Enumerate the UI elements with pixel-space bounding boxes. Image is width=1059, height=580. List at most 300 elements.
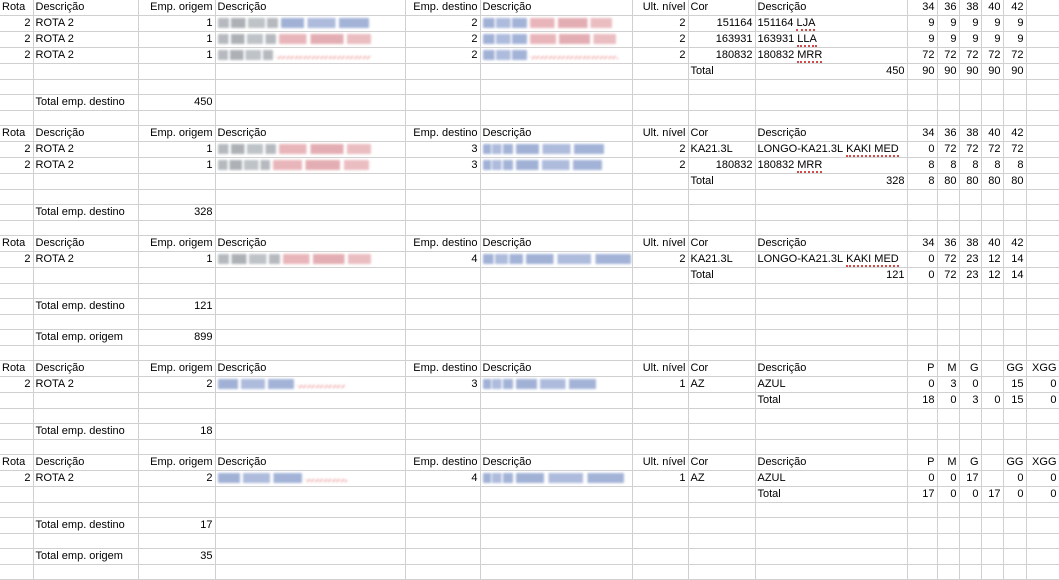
cell-blank bbox=[405, 393, 480, 409]
cell-blank bbox=[688, 487, 755, 503]
cell-blank bbox=[959, 549, 981, 565]
cell-blank bbox=[33, 284, 138, 299]
cell-blank bbox=[138, 64, 215, 80]
cell-blank bbox=[215, 409, 405, 424]
cell-size-1: 0 bbox=[907, 471, 937, 487]
cell-blank bbox=[937, 534, 959, 549]
cell-blank bbox=[0, 95, 33, 111]
total-size-5: 14 bbox=[1003, 268, 1026, 284]
cell-size-6 bbox=[1026, 32, 1059, 48]
cell-blank bbox=[959, 565, 981, 580]
total-emp-origem-value: 899 bbox=[138, 330, 215, 346]
cell-blank bbox=[0, 565, 33, 580]
cell-size-2: 72 bbox=[937, 252, 959, 268]
cell-blank bbox=[688, 330, 755, 346]
cell-cor: AZ bbox=[688, 471, 755, 487]
cell-blank bbox=[1026, 221, 1059, 236]
col-header-descricao-cor: Descrição bbox=[755, 0, 907, 16]
cell-emp-destino-desc bbox=[480, 142, 632, 158]
cell-rota-desc: ROTA 2 bbox=[33, 158, 138, 174]
total-size-5: 0 bbox=[1026, 393, 1059, 409]
cell-blank bbox=[215, 487, 405, 503]
cell-size-2: 8 bbox=[937, 158, 959, 174]
cell-blank bbox=[0, 330, 33, 346]
total-size-1: 0 bbox=[937, 393, 959, 409]
cell-rota-desc: ROTA 2 bbox=[33, 471, 138, 487]
grand-total-row bbox=[0, 330, 1059, 346]
cell-size-6 bbox=[1026, 158, 1059, 174]
col-header-descricao: Descrição bbox=[33, 455, 138, 471]
cell-size-5: 8 bbox=[1003, 158, 1026, 174]
cell-blank bbox=[0, 549, 33, 565]
cell-blank bbox=[632, 424, 688, 440]
total-emp-destino-value: 450 bbox=[138, 95, 215, 111]
cell-blank bbox=[907, 190, 937, 205]
cell-size-4: 9 bbox=[981, 16, 1003, 32]
cell-ult-nivel: 1 bbox=[632, 377, 688, 393]
cell-blank bbox=[755, 315, 907, 330]
spacer-row bbox=[0, 284, 1059, 299]
total-emp-destino-label: Total emp. destino bbox=[33, 299, 138, 315]
cell-blank bbox=[33, 440, 138, 455]
cell-blank bbox=[755, 190, 907, 205]
cell-blank bbox=[959, 95, 981, 111]
cell-blank bbox=[1026, 299, 1059, 315]
cell-blank bbox=[215, 534, 405, 549]
total-size-3: 80 bbox=[959, 174, 981, 190]
cell-size-3: 72 bbox=[959, 48, 981, 64]
col-header-descricao: Descrição bbox=[33, 236, 138, 252]
cell-size-1: 8 bbox=[907, 158, 937, 174]
total-size-1: 0 bbox=[937, 487, 959, 503]
spacer-row bbox=[0, 534, 1059, 549]
total-qty: 121 bbox=[755, 268, 907, 284]
cell-blank bbox=[632, 205, 688, 221]
spacer-row bbox=[0, 565, 1059, 580]
cell-size-2: 9 bbox=[937, 32, 959, 48]
cell-size-3: 9 bbox=[959, 16, 981, 32]
table-row bbox=[0, 16, 1059, 32]
cell-blank bbox=[138, 221, 215, 236]
cell-blank bbox=[907, 299, 937, 315]
cell-blank bbox=[755, 80, 907, 95]
cell-blank bbox=[981, 565, 1003, 580]
col-header-size-3: G bbox=[959, 455, 981, 471]
cell-blank bbox=[981, 409, 1003, 424]
cell-blank bbox=[755, 111, 907, 126]
cell-blank bbox=[632, 440, 688, 455]
cell-blank bbox=[138, 190, 215, 205]
cell-blank bbox=[632, 409, 688, 424]
cell-blank bbox=[688, 503, 755, 518]
cell-blank bbox=[1003, 205, 1026, 221]
cell-blank bbox=[907, 315, 937, 330]
cell-blank bbox=[1003, 299, 1026, 315]
cell-emp-destino: 3 bbox=[405, 377, 480, 393]
total-emp-destino-value: 328 bbox=[138, 205, 215, 221]
cell-blank bbox=[755, 205, 907, 221]
total-size-2: 3 bbox=[959, 393, 981, 409]
cell-blank bbox=[937, 503, 959, 518]
cell-size-5: 72 bbox=[1003, 142, 1026, 158]
cell-blank bbox=[33, 80, 138, 95]
col-header-cor: Cor bbox=[688, 0, 755, 16]
col-header-descricao-origem: Descrição bbox=[215, 0, 405, 16]
cell-blank bbox=[405, 190, 480, 205]
cell-blank bbox=[215, 565, 405, 580]
cell-emp-origem-desc bbox=[215, 158, 405, 174]
col-header-size-5: 42 bbox=[1003, 0, 1026, 16]
cell-blank bbox=[907, 440, 937, 455]
cell-blank bbox=[405, 409, 480, 424]
cell-rota: 2 bbox=[0, 158, 33, 174]
col-header-rota: Rota bbox=[0, 126, 33, 142]
cell-blank bbox=[405, 534, 480, 549]
cell-emp-destino-desc bbox=[480, 48, 632, 64]
cell-blank bbox=[632, 284, 688, 299]
cell-size-5: 14 bbox=[1003, 252, 1026, 268]
cell-size-3: 9 bbox=[959, 32, 981, 48]
cell-size-2: 9 bbox=[937, 16, 959, 32]
cell-blank bbox=[1026, 346, 1059, 361]
total-row bbox=[0, 64, 1059, 80]
grand-total-row bbox=[0, 549, 1059, 565]
cell-blank bbox=[0, 284, 33, 299]
cell-blank bbox=[959, 503, 981, 518]
total-label: Total bbox=[688, 64, 755, 80]
cell-blank bbox=[405, 174, 480, 190]
cell-blank bbox=[405, 330, 480, 346]
cell-blank bbox=[632, 190, 688, 205]
cell-blank bbox=[959, 284, 981, 299]
cell-blank bbox=[215, 440, 405, 455]
cell-blank bbox=[1026, 330, 1059, 346]
cell-size-1: 0 bbox=[907, 252, 937, 268]
total-size-5: 0 bbox=[1026, 487, 1059, 503]
cell-size-5: 0 bbox=[1003, 471, 1026, 487]
cell-blank bbox=[959, 346, 981, 361]
cell-blank bbox=[937, 221, 959, 236]
cell-rota: 2 bbox=[0, 377, 33, 393]
col-header-emp-destino: Emp. destino bbox=[405, 0, 480, 16]
cell-cor-desc: AZUL bbox=[755, 377, 907, 393]
subtotal-row bbox=[0, 424, 1059, 440]
cell-blank bbox=[755, 503, 907, 518]
cell-blank bbox=[405, 440, 480, 455]
cell-blank bbox=[480, 565, 632, 580]
total-row bbox=[0, 393, 1059, 409]
cell-blank bbox=[0, 174, 33, 190]
total-size-3: 17 bbox=[981, 487, 1003, 503]
cell-size-6 bbox=[1026, 16, 1059, 32]
col-header-size-5: GG bbox=[1003, 455, 1026, 471]
col-header-descricao: Descrição bbox=[33, 126, 138, 142]
cell-blank bbox=[33, 315, 138, 330]
cell-blank bbox=[959, 190, 981, 205]
cell-size-2: 72 bbox=[937, 142, 959, 158]
cell-blank bbox=[1003, 409, 1026, 424]
cell-blank bbox=[632, 95, 688, 111]
col-header-descricao-cor: Descrição bbox=[755, 361, 907, 377]
cell-blank bbox=[981, 111, 1003, 126]
cell-blank bbox=[1003, 549, 1026, 565]
cell-blank bbox=[0, 315, 33, 330]
col-header-emp-origem: Emp. origem bbox=[138, 455, 215, 471]
cell-blank bbox=[907, 534, 937, 549]
cell-blank bbox=[755, 440, 907, 455]
cell-blank bbox=[907, 80, 937, 95]
col-header-descricao-cor: Descrição bbox=[755, 236, 907, 252]
col-header-emp-destino: Emp. destino bbox=[405, 126, 480, 142]
cell-blank bbox=[959, 221, 981, 236]
col-header-size-6: XGG bbox=[1026, 361, 1059, 377]
cell-emp-origem-desc bbox=[215, 471, 405, 487]
cell-blank bbox=[405, 346, 480, 361]
cell-blank bbox=[688, 95, 755, 111]
cell-blank bbox=[480, 205, 632, 221]
col-header-descricao-destino: Descrição bbox=[480, 0, 632, 16]
cell-emp-origem: 1 bbox=[138, 158, 215, 174]
total-size-3: 90 bbox=[959, 64, 981, 80]
cell-cor: KA21.3L bbox=[688, 252, 755, 268]
col-header-emp-origem: Emp. origem bbox=[138, 236, 215, 252]
cell-blank bbox=[1026, 284, 1059, 299]
cell-blank bbox=[688, 346, 755, 361]
cell-blank bbox=[0, 440, 33, 455]
cell-blank bbox=[480, 284, 632, 299]
cell-ult-nivel: 2 bbox=[632, 16, 688, 32]
total-size-4: 90 bbox=[981, 64, 1003, 80]
cell-blank bbox=[138, 174, 215, 190]
cell-cor: KA21.3L bbox=[688, 142, 755, 158]
cell-blank bbox=[688, 393, 755, 409]
cell-blank bbox=[405, 268, 480, 284]
cell-blank bbox=[907, 221, 937, 236]
cell-blank bbox=[405, 503, 480, 518]
total-size-4: 12 bbox=[981, 268, 1003, 284]
cell-blank bbox=[138, 284, 215, 299]
cell-rota: 2 bbox=[0, 142, 33, 158]
cell-blank bbox=[907, 330, 937, 346]
cell-blank bbox=[688, 299, 755, 315]
total-qty: 18 bbox=[907, 393, 937, 409]
col-header-size-3: G bbox=[959, 361, 981, 377]
total-size-5: 90 bbox=[1003, 64, 1026, 80]
cell-cor: 180832 bbox=[688, 48, 755, 64]
cell-blank bbox=[907, 95, 937, 111]
total-size-2: 80 bbox=[937, 174, 959, 190]
cell-blank bbox=[937, 518, 959, 534]
cell-cor-desc: LONGO-KA21.3L KAKI MED bbox=[755, 252, 907, 268]
spacer-row bbox=[0, 315, 1059, 330]
cell-blank bbox=[981, 284, 1003, 299]
table-row bbox=[0, 252, 1059, 268]
cell-blank bbox=[1026, 205, 1059, 221]
cell-blank bbox=[937, 111, 959, 126]
cell-blank bbox=[33, 174, 138, 190]
cell-blank bbox=[0, 111, 33, 126]
col-header-size-5: GG bbox=[1003, 361, 1026, 377]
cell-size-4 bbox=[981, 377, 1003, 393]
cell-rota-desc: ROTA 2 bbox=[33, 16, 138, 32]
cell-blank bbox=[981, 518, 1003, 534]
col-header-descricao-destino: Descrição bbox=[480, 126, 632, 142]
col-header-size-1: P bbox=[907, 361, 937, 377]
cell-blank bbox=[33, 221, 138, 236]
cell-ult-nivel: 2 bbox=[632, 158, 688, 174]
cell-blank bbox=[1003, 330, 1026, 346]
cell-size-6 bbox=[1026, 142, 1059, 158]
cell-blank bbox=[480, 487, 632, 503]
cell-blank bbox=[632, 549, 688, 565]
cell-blank bbox=[405, 487, 480, 503]
cell-blank bbox=[907, 518, 937, 534]
cell-blank bbox=[688, 440, 755, 455]
cell-emp-origem: 2 bbox=[138, 471, 215, 487]
cell-blank bbox=[0, 409, 33, 424]
subtotal-row bbox=[0, 299, 1059, 315]
cell-blank bbox=[405, 284, 480, 299]
col-header-ult-nivel: Ult. nível bbox=[632, 236, 688, 252]
cell-blank bbox=[0, 299, 33, 315]
cell-emp-destino-desc bbox=[480, 377, 632, 393]
total-row bbox=[0, 268, 1059, 284]
cell-emp-origem-desc bbox=[215, 377, 405, 393]
cell-cor: AZ bbox=[688, 377, 755, 393]
header-row bbox=[0, 455, 1059, 471]
total-row bbox=[0, 174, 1059, 190]
cell-blank bbox=[405, 424, 480, 440]
cell-blank bbox=[405, 80, 480, 95]
cell-blank bbox=[981, 205, 1003, 221]
col-header-ult-nivel: Ult. nível bbox=[632, 455, 688, 471]
cell-blank bbox=[215, 299, 405, 315]
cell-blank bbox=[1026, 111, 1059, 126]
col-header-descricao-destino: Descrição bbox=[480, 455, 632, 471]
total-size-4: 80 bbox=[981, 174, 1003, 190]
cell-blank bbox=[215, 174, 405, 190]
cell-blank bbox=[755, 95, 907, 111]
spacer-row bbox=[0, 80, 1059, 95]
cell-blank bbox=[33, 190, 138, 205]
cell-size-4: 12 bbox=[981, 252, 1003, 268]
cell-blank bbox=[33, 409, 138, 424]
cell-blank bbox=[755, 565, 907, 580]
cell-rota: 2 bbox=[0, 252, 33, 268]
cell-blank bbox=[981, 95, 1003, 111]
cell-blank bbox=[688, 565, 755, 580]
col-header-descricao: Descrição bbox=[33, 361, 138, 377]
cell-blank bbox=[1026, 549, 1059, 565]
cell-blank bbox=[405, 299, 480, 315]
cell-cor-desc: 180832 MRR bbox=[755, 48, 907, 64]
cell-cor-desc: 180832 MRR bbox=[755, 158, 907, 174]
cell-blank bbox=[907, 503, 937, 518]
total-size-6 bbox=[1026, 268, 1059, 284]
col-header-size-2: M bbox=[937, 455, 959, 471]
cell-blank bbox=[937, 315, 959, 330]
cell-size-4: 9 bbox=[981, 32, 1003, 48]
cell-blank bbox=[1003, 221, 1026, 236]
cell-blank bbox=[688, 518, 755, 534]
col-header-size-3: 38 bbox=[959, 126, 981, 142]
cell-size-5: 15 bbox=[1003, 377, 1026, 393]
cell-blank bbox=[959, 440, 981, 455]
cell-blank bbox=[215, 549, 405, 565]
cell-blank bbox=[632, 565, 688, 580]
cell-blank bbox=[1003, 503, 1026, 518]
cell-blank bbox=[1026, 409, 1059, 424]
cell-size-4: 72 bbox=[981, 48, 1003, 64]
total-size-2: 0 bbox=[959, 487, 981, 503]
cell-blank bbox=[688, 190, 755, 205]
cell-blank bbox=[138, 503, 215, 518]
cell-blank bbox=[405, 518, 480, 534]
cell-blank bbox=[405, 221, 480, 236]
cell-blank bbox=[1003, 534, 1026, 549]
cell-blank bbox=[981, 299, 1003, 315]
cell-blank bbox=[688, 315, 755, 330]
spacer-row bbox=[0, 346, 1059, 361]
cell-blank bbox=[937, 190, 959, 205]
cell-emp-origem: 1 bbox=[138, 16, 215, 32]
col-header-size-2: 36 bbox=[937, 236, 959, 252]
total-size-2: 72 bbox=[937, 268, 959, 284]
cell-size-3: 23 bbox=[959, 252, 981, 268]
cell-blank bbox=[33, 393, 138, 409]
cell-blank bbox=[1003, 190, 1026, 205]
cell-blank bbox=[1026, 565, 1059, 580]
cell-blank bbox=[138, 111, 215, 126]
cell-blank bbox=[937, 95, 959, 111]
cell-blank bbox=[907, 549, 937, 565]
cell-blank bbox=[981, 503, 1003, 518]
cell-blank bbox=[0, 64, 33, 80]
header-row bbox=[0, 0, 1059, 16]
table-row bbox=[0, 158, 1059, 174]
cell-blank bbox=[0, 346, 33, 361]
cell-size-1: 72 bbox=[907, 48, 937, 64]
cell-blank bbox=[138, 487, 215, 503]
cell-size-2: 3 bbox=[937, 377, 959, 393]
col-header-descricao-origem: Descrição bbox=[215, 236, 405, 252]
cell-size-5: 9 bbox=[1003, 32, 1026, 48]
col-header-descricao-origem: Descrição bbox=[215, 455, 405, 471]
cell-blank bbox=[138, 315, 215, 330]
total-size-3: 0 bbox=[981, 393, 1003, 409]
cell-emp-destino: 2 bbox=[405, 16, 480, 32]
cell-blank bbox=[0, 221, 33, 236]
cell-blank bbox=[480, 111, 632, 126]
cell-blank bbox=[405, 64, 480, 80]
cell-blank bbox=[632, 221, 688, 236]
table-row bbox=[0, 32, 1059, 48]
col-header-rota: Rota bbox=[0, 0, 33, 16]
col-header-emp-origem: Emp. origem bbox=[138, 0, 215, 16]
cell-blank bbox=[33, 268, 138, 284]
cell-blank bbox=[405, 205, 480, 221]
total-emp-origem-label: Total emp. origem bbox=[33, 330, 138, 346]
cell-emp-origem-desc bbox=[215, 252, 405, 268]
cell-cor-desc: 163931 LLA bbox=[755, 32, 907, 48]
cell-blank bbox=[632, 299, 688, 315]
cell-blank bbox=[755, 424, 907, 440]
cell-blank bbox=[981, 80, 1003, 95]
cell-blank bbox=[937, 549, 959, 565]
total-size-2: 90 bbox=[937, 64, 959, 80]
cell-blank bbox=[959, 80, 981, 95]
col-header-size-6 bbox=[1026, 0, 1059, 16]
